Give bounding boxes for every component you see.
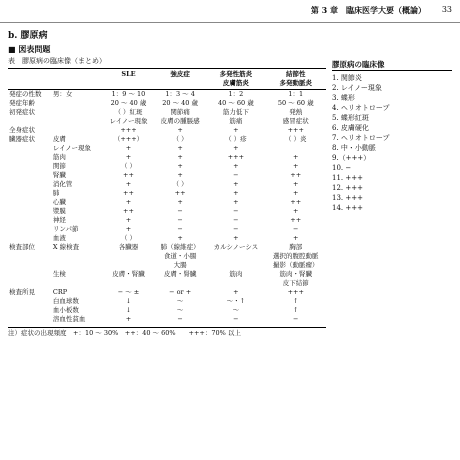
sidebar-item: 11. +++ bbox=[332, 174, 363, 182]
table-row bbox=[8, 108, 326, 117]
table-cell bbox=[8, 297, 52, 306]
table-cell: ↑ bbox=[293, 306, 299, 314]
table-cell: + bbox=[125, 153, 132, 161]
table-cell: − bbox=[177, 225, 183, 233]
table-cell: + bbox=[177, 153, 183, 161]
table-row bbox=[8, 90, 326, 100]
table-cell: 筋痛 bbox=[229, 117, 243, 125]
table-row bbox=[8, 207, 326, 216]
table-cell: リンパ節 bbox=[52, 225, 79, 233]
table-row bbox=[8, 306, 326, 315]
table-cell: ++ bbox=[290, 216, 302, 224]
table-cell: ↑ bbox=[293, 297, 299, 305]
page-number: 33 bbox=[441, 5, 452, 14]
table-cell: + bbox=[177, 126, 183, 134]
table-cell bbox=[8, 306, 52, 315]
table-cell: 生検 bbox=[52, 270, 66, 278]
sidebar-list bbox=[332, 73, 452, 213]
table-cell bbox=[8, 216, 52, 225]
table-cell bbox=[8, 207, 52, 216]
table-cell: + bbox=[125, 216, 132, 224]
table-cell: （ ）疹 bbox=[225, 135, 247, 143]
sidebar-item: 14. +++ bbox=[332, 204, 363, 212]
subsection-heading: ■ 図表問題 bbox=[8, 44, 51, 54]
table-cell: （ ）炎 bbox=[284, 135, 307, 143]
table-row bbox=[8, 171, 326, 180]
sidebar-item: 8. 中・小動脈 bbox=[332, 144, 376, 152]
table-row bbox=[8, 153, 326, 162]
sidebar-item: 13. +++ bbox=[332, 194, 363, 202]
column-header: 強皮症 bbox=[154, 69, 206, 90]
table-caption: 表 膠原病の臨床像（まとめ） bbox=[8, 57, 106, 65]
table-cell bbox=[8, 315, 52, 324]
table-cell: （ ） bbox=[120, 234, 137, 242]
table-cell: ++ bbox=[123, 171, 134, 179]
clinical-table bbox=[8, 68, 326, 324]
table-cell: − bbox=[233, 171, 239, 179]
table-cell: 50 ～ 60 歳 bbox=[277, 99, 314, 107]
table-cell: 臓器症状 bbox=[9, 135, 35, 143]
table-cell: 1：9 ～ 10 bbox=[111, 90, 146, 98]
table-cell: 初発症状 bbox=[9, 108, 35, 116]
sidebar-item: 1. 関節炎 bbox=[332, 74, 362, 82]
table-cell: 男：女 bbox=[52, 90, 73, 98]
column-header bbox=[8, 69, 52, 90]
table-cell: ～・↑ bbox=[226, 297, 246, 305]
table-row bbox=[8, 144, 326, 153]
section-heading: b. 膠原病 bbox=[8, 31, 48, 41]
table-cell bbox=[8, 225, 52, 234]
table-cell: 肺 bbox=[52, 189, 60, 197]
table-cell: 血小板数 bbox=[52, 306, 79, 314]
table-cell: 皮膚・腎臓 bbox=[112, 270, 145, 278]
table-cell: + bbox=[125, 180, 132, 188]
table-cell: + bbox=[293, 153, 299, 161]
table-cell: − bbox=[233, 216, 239, 224]
answer-sidebar bbox=[332, 60, 452, 213]
table-cell: （ ） bbox=[172, 135, 188, 143]
table-cell: （ ） bbox=[120, 162, 137, 170]
sidebar-item: 12. +++ bbox=[332, 184, 363, 192]
table-cell: + bbox=[177, 198, 183, 206]
table-cell: 1：2 bbox=[228, 90, 244, 98]
table-cell: +++ bbox=[287, 288, 304, 296]
table-cell: + bbox=[177, 162, 183, 170]
table-row bbox=[8, 225, 326, 234]
table-cell: 漿膜 bbox=[52, 207, 66, 215]
column-header: 多発性筋炎 皮膚筋炎 bbox=[206, 69, 265, 90]
table-cell: 検査部位 bbox=[9, 243, 35, 251]
table-cell: + bbox=[125, 198, 132, 206]
table-cell: ↓ bbox=[125, 306, 132, 314]
sidebar-item: 6. 皮膚硬化 bbox=[332, 124, 369, 132]
table-cell: 肺（線維症） 食道・小腸 大腸 bbox=[160, 243, 200, 269]
table-cell: 発症の性数 bbox=[9, 90, 42, 98]
column-header: SLE bbox=[103, 69, 154, 90]
table-cell: 筋肉 bbox=[52, 153, 66, 161]
table-row bbox=[8, 315, 326, 324]
table-cell: 消化管 bbox=[52, 180, 73, 188]
table-cell: − bbox=[233, 207, 239, 215]
table-cell: + bbox=[233, 180, 239, 188]
table-cell: 神経 bbox=[52, 216, 66, 224]
table-cell: + bbox=[233, 144, 239, 152]
table-cell: 血液 bbox=[52, 234, 66, 242]
table-cell: 検査所見 bbox=[9, 288, 35, 296]
table-cell: カルシノーシス bbox=[213, 243, 259, 251]
main-content bbox=[8, 28, 326, 338]
table-cell: 筋肉・腎臓 皮下結節 bbox=[279, 270, 312, 287]
chapter-title: 第 3 章 臨床医学大要（概論） bbox=[310, 5, 426, 15]
table-cell bbox=[52, 117, 103, 126]
table-cell: + bbox=[233, 234, 239, 242]
table-cell bbox=[52, 108, 103, 117]
table-cell: + bbox=[177, 144, 183, 152]
table-row bbox=[8, 135, 326, 144]
table-cell bbox=[8, 153, 52, 162]
table-cell: + bbox=[233, 288, 239, 296]
table-cell: − bbox=[233, 225, 239, 233]
table-cell: 筋力低下 bbox=[222, 108, 249, 116]
table-row bbox=[8, 99, 326, 108]
table-cell: + bbox=[233, 126, 239, 134]
table-cell: + bbox=[233, 162, 239, 170]
table-row bbox=[8, 216, 326, 225]
table-row bbox=[8, 297, 326, 306]
table-cell: + bbox=[125, 144, 132, 152]
table-cell: 胸部 選択的腹腔動脈 撮影（動脈瘤） bbox=[273, 243, 319, 269]
sidebar-item: 3. 蝶形 bbox=[332, 94, 355, 102]
table-cell: − bbox=[293, 225, 299, 233]
table-row bbox=[8, 243, 326, 270]
table-cell: 1：1 bbox=[288, 90, 304, 98]
table-cell: ++ bbox=[123, 189, 134, 197]
sidebar-item: 4. ヘリオトロープ bbox=[332, 104, 390, 112]
column-header bbox=[52, 69, 103, 90]
table-cell bbox=[52, 126, 103, 135]
table-cell: 皮膚の腫脹感 bbox=[160, 117, 200, 125]
table-cell: レイノー現象 bbox=[52, 144, 92, 152]
table-cell: ↓ bbox=[125, 297, 132, 305]
page-header bbox=[0, 0, 460, 23]
table-cell: 20 ～ 40 歳 bbox=[110, 99, 147, 107]
table-cell: − bbox=[293, 315, 299, 323]
table-cell: 皮膚 bbox=[52, 135, 66, 143]
table-cell: + bbox=[293, 180, 299, 188]
table-cell bbox=[8, 117, 52, 126]
table-cell: − or + bbox=[169, 288, 192, 296]
sidebar-title: 膠原病の臨床像 bbox=[332, 60, 452, 71]
table-cell bbox=[8, 180, 52, 189]
table-cell: ++ bbox=[174, 189, 186, 197]
table-cell: − bbox=[177, 207, 183, 215]
table-cell: +++ bbox=[120, 126, 137, 134]
table-header-row bbox=[8, 69, 326, 90]
sidebar-item: 5. 蝶形紅斑 bbox=[332, 114, 369, 122]
table-cell: 20 ～ 40 歳 bbox=[162, 99, 198, 107]
table-cell: − bbox=[177, 216, 183, 224]
table-cell: 各臓器 bbox=[118, 243, 139, 251]
table-cell: − ～ ± bbox=[117, 288, 140, 296]
table-row bbox=[8, 270, 326, 288]
table-cell: 発熱 bbox=[289, 108, 303, 116]
table-row bbox=[8, 117, 326, 126]
table-cell: 筋肉 bbox=[229, 270, 243, 278]
table-cell: + bbox=[177, 234, 183, 242]
table-cell bbox=[8, 198, 52, 207]
table-cell: 心臓 bbox=[52, 198, 66, 206]
table-cell: 白血球数 bbox=[52, 297, 79, 305]
table-cell: 関節 bbox=[52, 162, 66, 170]
table-cell: + bbox=[293, 234, 299, 242]
table-cell: ++ bbox=[123, 207, 134, 215]
table-cell: − bbox=[233, 315, 239, 323]
table-cell: + bbox=[293, 189, 299, 197]
table-cell bbox=[266, 144, 327, 153]
table-cell: 溶血性貧血 bbox=[52, 315, 86, 323]
sidebar-item: 2. レイノー現象 bbox=[332, 84, 382, 92]
table-row bbox=[8, 189, 326, 198]
table-row bbox=[8, 126, 326, 135]
table-cell: + bbox=[125, 225, 132, 233]
table-cell: ++ bbox=[290, 198, 302, 206]
table-cell: 関節痛 bbox=[170, 108, 190, 116]
table-cell bbox=[52, 99, 103, 108]
footnote: 注）症状の出現頻度 +：10 ～ 30% ++：40 ～ 60% +++：70% 以上 bbox=[8, 327, 326, 338]
table-cell: ～ bbox=[176, 297, 184, 305]
table-cell bbox=[8, 270, 52, 288]
table-cell: +++ bbox=[227, 153, 245, 161]
table-cell: 腎臓 bbox=[52, 171, 66, 179]
table-cell bbox=[8, 162, 52, 171]
table-row bbox=[8, 162, 326, 171]
table-cell bbox=[8, 234, 52, 243]
table-cell: レイノー現象 bbox=[109, 117, 148, 125]
table-cell: + bbox=[293, 207, 299, 215]
sidebar-item: 7. ヘリオトロープ bbox=[332, 134, 390, 142]
table-cell: 感冒症状 bbox=[282, 117, 309, 125]
table-cell: （+++） bbox=[113, 135, 144, 143]
table-row bbox=[8, 198, 326, 207]
table-cell bbox=[8, 144, 52, 153]
table-cell: − bbox=[177, 315, 183, 323]
table-cell: ～ bbox=[232, 306, 240, 314]
table-cell: 皮膚・腎臓 bbox=[163, 270, 197, 278]
table-cell: ++ bbox=[290, 171, 302, 179]
table-cell: + bbox=[125, 315, 132, 323]
table-body bbox=[8, 90, 326, 325]
table-cell: + bbox=[233, 198, 239, 206]
table-cell: +++ bbox=[287, 126, 304, 134]
table-cell: + bbox=[293, 162, 299, 170]
table-cell bbox=[8, 171, 52, 180]
table-cell bbox=[8, 189, 52, 198]
table-cell: 40 ～ 60 歳 bbox=[217, 99, 254, 107]
table-row bbox=[8, 180, 326, 189]
table-cell: 1：3 ～ 4 bbox=[165, 90, 195, 98]
table-cell: + bbox=[233, 189, 239, 197]
sidebar-item: 10. − bbox=[332, 164, 352, 172]
table-cell: CRP bbox=[52, 288, 68, 296]
table-cell: 発症年齢 bbox=[9, 99, 35, 107]
table-row bbox=[8, 234, 326, 243]
table-cell: ～ bbox=[176, 306, 184, 314]
table-cell: 全身症状 bbox=[9, 126, 35, 134]
sidebar-item: 9.（+++） bbox=[332, 154, 371, 162]
table-cell: （ ） bbox=[172, 180, 188, 188]
table-row bbox=[8, 288, 326, 297]
column-header: 結節性 多発動脈炎 bbox=[266, 69, 327, 90]
table-cell: （ ）紅斑 bbox=[114, 108, 143, 116]
table-cell: X 線検査 bbox=[52, 243, 80, 251]
table-cell: + bbox=[177, 171, 183, 179]
